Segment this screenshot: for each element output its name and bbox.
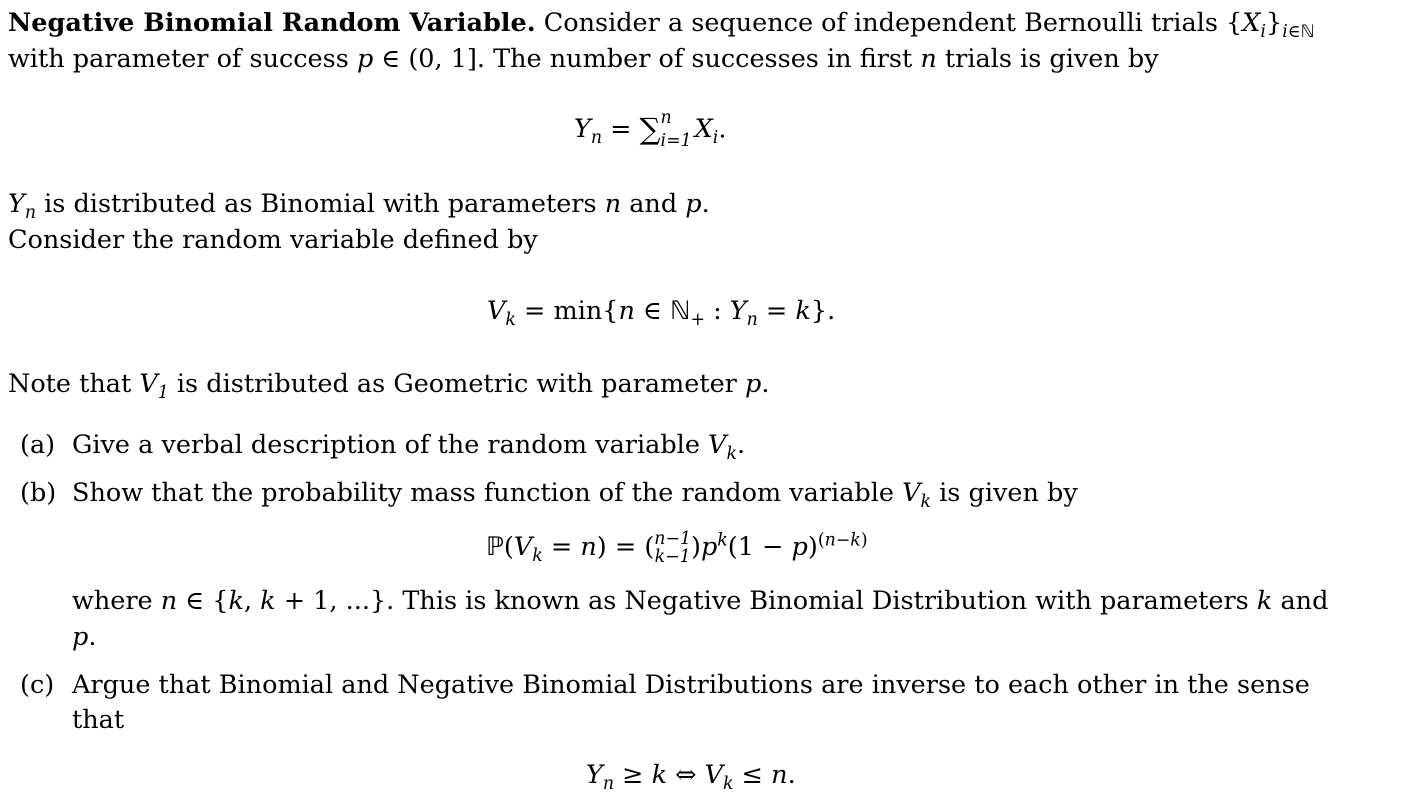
para2-line-1	[8, 189, 710, 224]
note-line	[8, 369, 770, 404]
equation-pmf: $ℙ(V_k = n)$ = ( n−1 k−1 )$p^k(1 - p)^{(n-k)}$	[486, 529, 868, 568]
math-n: n	[920, 44, 937, 74]
math-vk-b: $V_k$	[902, 478, 932, 513]
math-set-xi: $\{X_i\}_{i\in ℕ}$	[1226, 8, 1315, 43]
math-p-4: p.	[72, 622, 97, 652]
math-yn: $Y_n$	[8, 189, 37, 224]
item-b-label: (b)	[20, 478, 57, 508]
item-c-text: Argue that Binomial and Negative Binomial Distributions are inverse to each other in the sense	[72, 670, 1310, 700]
note-prefix: Note that	[8, 369, 132, 399]
section-heading: Negative Binomial Random Variable.	[8, 8, 536, 38]
math-v1: $V_1$	[139, 369, 169, 404]
item-b-after-line-2	[72, 622, 96, 654]
item-b-after-line-1	[72, 586, 1328, 618]
item-b-after-text: This is known as Negative Binomial Distribution with parameters	[402, 586, 1249, 616]
item-b-text-line	[72, 478, 1078, 513]
item-c-text-line-1	[72, 670, 1310, 702]
equation-sum: $Y_n$ = ∑ n i=1 $X_i$.	[574, 108, 727, 152]
intro-text-3: The number of successes in first	[493, 44, 913, 74]
item-b-text-end: is given by	[939, 478, 1078, 508]
item-c-text-2: that	[72, 705, 125, 735]
item-a-label: (a)	[20, 430, 56, 460]
item-b-and: and	[1280, 586, 1329, 616]
item-b-where: where	[72, 586, 153, 616]
para2-text-1: is distributed as Binomial with parameters	[44, 189, 597, 219]
math-n-set: n ∈ {k, k + 1, ...}.	[160, 586, 395, 616]
intro-text-4: trials is given by	[944, 44, 1159, 74]
math-p-3: p.	[744, 369, 770, 399]
item-b-text: Show that the probability mass function of the random variable	[72, 478, 894, 508]
intro-text-2: with parameter of success	[8, 44, 349, 74]
note-suffix: is distributed as Geometric with parameter	[176, 369, 737, 399]
para2-text-2: Consider the random variable defined by	[8, 225, 538, 255]
math-n-2: n	[604, 189, 622, 219]
math-p-in-interval: p ∈ (0, 1].	[356, 44, 486, 74]
math-vk-a: $V_k$.	[708, 430, 746, 465]
item-a-text: Give a verbal description of the random variable	[72, 430, 700, 460]
item-c-text-line-2	[72, 705, 124, 737]
intro-line-1	[8, 8, 1315, 43]
intro-text-1: Consider a sequence of independent Bernoulli trials	[543, 8, 1218, 38]
item-c-label: (c)	[20, 670, 55, 700]
intro-line-2	[8, 44, 1159, 76]
math-p-2: p.	[685, 189, 710, 219]
para2-and: and	[629, 189, 678, 219]
equation-inverse: $Y_n \ge k$ ⇔ $V_k \le n$.	[586, 760, 796, 795]
equation-min: $V_k = \min\{n$ ∈ ℕ$_+$ : $Y_n = k$}.	[487, 296, 836, 331]
math-k: k	[1256, 586, 1273, 616]
item-a-text-line	[72, 430, 746, 465]
para2-line-2	[8, 225, 538, 257]
